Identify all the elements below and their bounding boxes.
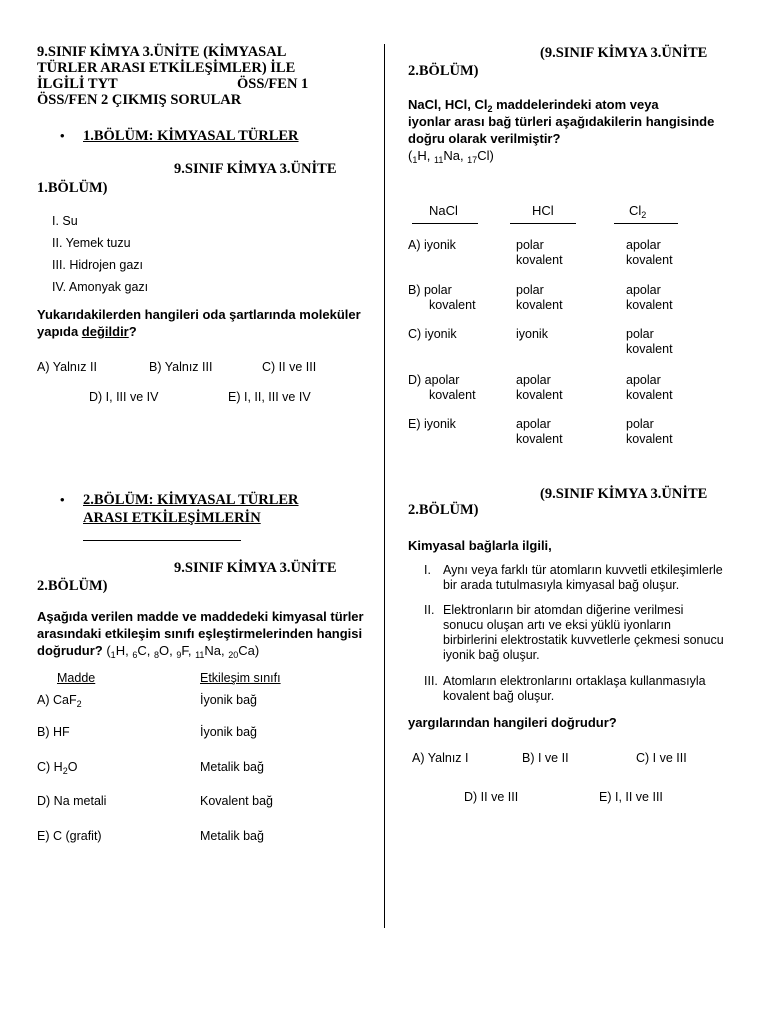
q3-option-a-cl2: apolar kovalent (626, 238, 673, 267)
q1-stem-line-2b: ? (128, 324, 137, 339)
q1-header-line-1: 9.SINIF KİMYA 3.ÜNİTE (174, 161, 337, 177)
q1-stem (37, 306, 361, 340)
q2-option-e-etk: Metalik bağ (200, 829, 264, 843)
q4-header-line-2: 2.BÖLÜM) (408, 502, 479, 518)
q3-option-c-nacl: C) iyonik (408, 327, 457, 341)
q2-stem-line-3: doğrudur? (37, 643, 103, 658)
q4-item-3: III. Atomların elektronlarını ortaklaşa kullanmasıyla kovalent bağ oluşur. (424, 674, 706, 703)
q4-option-c: C) I ve III (636, 751, 687, 765)
section-2-line-2: ARASI ETKİLEŞİMLERİN (83, 510, 261, 526)
q3-col-nacl: NaCl (429, 203, 458, 218)
column-divider (384, 44, 385, 928)
q3-stem: NaCl, HCl, $Cl_2$ maddelerindeki atom veya iyonlar arası bağ türleri aşağıdakilerin hangisinde doğru olarak verilmiştir? ($_1H$, $_{11}$Na, $_{17}$Cl) (408, 97, 715, 165)
q3-col-hcl: HCl (532, 203, 554, 218)
q4-header-line-1: (9.SINIF KİMYA 3.ÜNİTE (540, 486, 708, 502)
q3-option-a-hcl: polar kovalent (516, 238, 563, 267)
q2-stem-line-1: Aşağıda verilen madde ve maddedeki kimyasal türler (37, 609, 364, 624)
q1-option-e: E) I, II, III ve IV (228, 390, 311, 404)
q3-option-d-cl2: apolar kovalent (626, 373, 673, 402)
q1-item: III. Hidrojen gazı (52, 258, 144, 272)
bullet-icon: • (60, 128, 65, 143)
q1-stem-line-1: Yukarıdakilerden hangileri oda şartlarında moleküler (37, 307, 361, 322)
q1-item: II. Yemek tuzu (52, 236, 131, 250)
q1-item-list (52, 214, 148, 302)
q1-stem-line-2a: yapıda (37, 324, 82, 339)
q3-option-c-hcl: iyonik (516, 327, 548, 341)
q3-option-b-cl2: apolar kovalent (626, 283, 673, 312)
q1-option-a: A) Yalnız II (37, 360, 97, 374)
q3-option-c-cl2: polar kovalent (626, 327, 673, 356)
q2-stem-line-2: arasındaki etkileşim sınıfı eşleştirmelerinden hangisi (37, 626, 363, 641)
q3-stem-line-1a: NaCl, HCl, Cl (408, 97, 488, 112)
q4-option-d: D) II ve III (464, 790, 519, 804)
section-2-heading (83, 491, 299, 527)
q3-col-rule (510, 223, 576, 224)
q4-option-e: E) I, II ve III (599, 790, 663, 804)
q3-header-line-2: 2.BÖLÜM) (408, 63, 479, 79)
q2-option-d-etk: Kovalent bağ (200, 794, 273, 808)
q3-stem-line-3: doğru olarak verilmiştir? (408, 131, 561, 146)
q4-item-1: I. Aynı veya farklı tür atomların kuvvetli etkileşimlerle bir arada tutulmasıyla kimyasal bağ oluşur. (424, 563, 723, 592)
q2-atomic-numbers: ($_1H$, $_6$C, $_8$O, $_9$F, $_{11}$Na, $_{20}$Ca) (102, 643, 260, 660)
title-line-1: 9.SINIF KİMYA 3.ÜNİTE (KİMYASAL (37, 44, 287, 60)
q2-stem (37, 608, 364, 659)
q1-stem-emphasis: değildir (81, 324, 129, 339)
q3-option-a-nacl: A) iyonik (408, 238, 456, 252)
q2-header-line-2: 2.BÖLÜM) (37, 578, 108, 594)
q2-option-e-madde: E) C (grafit) (37, 829, 102, 843)
title-line-3-left: İLGİLİ TYT (37, 76, 118, 92)
q2-option-b-etk: İyonik bağ (200, 725, 257, 739)
q3-col-rule (412, 223, 478, 224)
q3-col-rule (614, 223, 678, 224)
section-2-underline (83, 540, 241, 541)
document-title (37, 44, 377, 108)
q2-header-line-1: 9.SINIF KİMYA 3.ÜNİTE (174, 560, 337, 576)
section-2-line-1: 2.BÖLÜM: KİMYASAL TÜRLER (83, 492, 299, 508)
q1-item: I. Su (52, 214, 78, 228)
q3-stem-line-1b: maddelerindeki atom veya (492, 97, 659, 112)
q3-option-e-hcl: apolar kovalent (516, 417, 563, 446)
q4-item-2: II. Elektronların bir atomdan diğerine verilmesi sonucu oluşan artı ve eksi yüklü iyonların birbirlerini elektrostatik kuvvetlerle çekmesi sonucu iyonik bağ oluşur. (424, 603, 724, 662)
q1-header-line-2: 1.BÖLÜM) (37, 180, 108, 196)
q1-item: IV. Amonyak gazı (52, 280, 149, 294)
bullet-icon: • (60, 492, 65, 507)
q3-col-cl2: $Cl_2$ (629, 203, 647, 220)
q2-option-c-etk: Metalik bağ (200, 760, 264, 774)
q2-option-a-madde: A) CaF$_2$ (37, 693, 82, 709)
q4-stem: Kimyasal bağlarla ilgili, (408, 538, 552, 553)
q1-option-b: B) Yalnız III (149, 360, 213, 374)
q2-col-etkilesim: Etkileşim sınıfı (200, 671, 281, 685)
q2-col-madde: Madde (57, 671, 96, 685)
q2-option-a-etk: İyonik bağ (200, 693, 257, 707)
q3-option-e-cl2: polar kovalent (626, 417, 673, 446)
q2-option-d-madde: D) Na metali (37, 794, 107, 808)
title-line-3-right: ÖSS/FEN 1 (237, 76, 309, 92)
section-1-heading: 1.BÖLÜM: KİMYASAL TÜRLER (83, 128, 299, 144)
q4-question: yargılarından hangileri doğrudur? (408, 715, 617, 730)
q3-header-line-1: (9.SINIF KİMYA 3.ÜNİTE (540, 45, 708, 61)
q4-option-a: A) Yalnız I (412, 751, 469, 765)
title-line-2: TÜRLER ARASI ETKİLEŞİMLER) İLE (37, 60, 296, 76)
q3-atomic-numbers: ($_1H$, $_{11}$Na, $_{17}$Cl) (408, 148, 494, 165)
q2-option-b-madde: B) HF (37, 725, 70, 739)
q3-option-b-hcl: polar kovalent (516, 283, 563, 312)
q3-option-e-nacl: E) iyonik (408, 417, 456, 431)
q3-option-b-nacl: B) polar kovalent (408, 283, 476, 312)
q2-option-c-madde: C) $H_2O$ (37, 760, 78, 776)
q1-option-d: D) I, III ve IV (89, 390, 159, 404)
q3-stem-line-2: iyonlar arası bağ türleri aşağıdakilerin hangisinde (408, 114, 715, 129)
title-line-4: ÖSS/FEN 2 ÇIKMIŞ SORULAR (37, 92, 242, 108)
q1-option-c: C) II ve III (262, 360, 317, 374)
q4-option-b: B) I ve II (522, 751, 569, 765)
q3-option-d-nacl: D) apolar kovalent (408, 373, 476, 402)
q3-option-d-hcl: apolar kovalent (516, 373, 563, 402)
